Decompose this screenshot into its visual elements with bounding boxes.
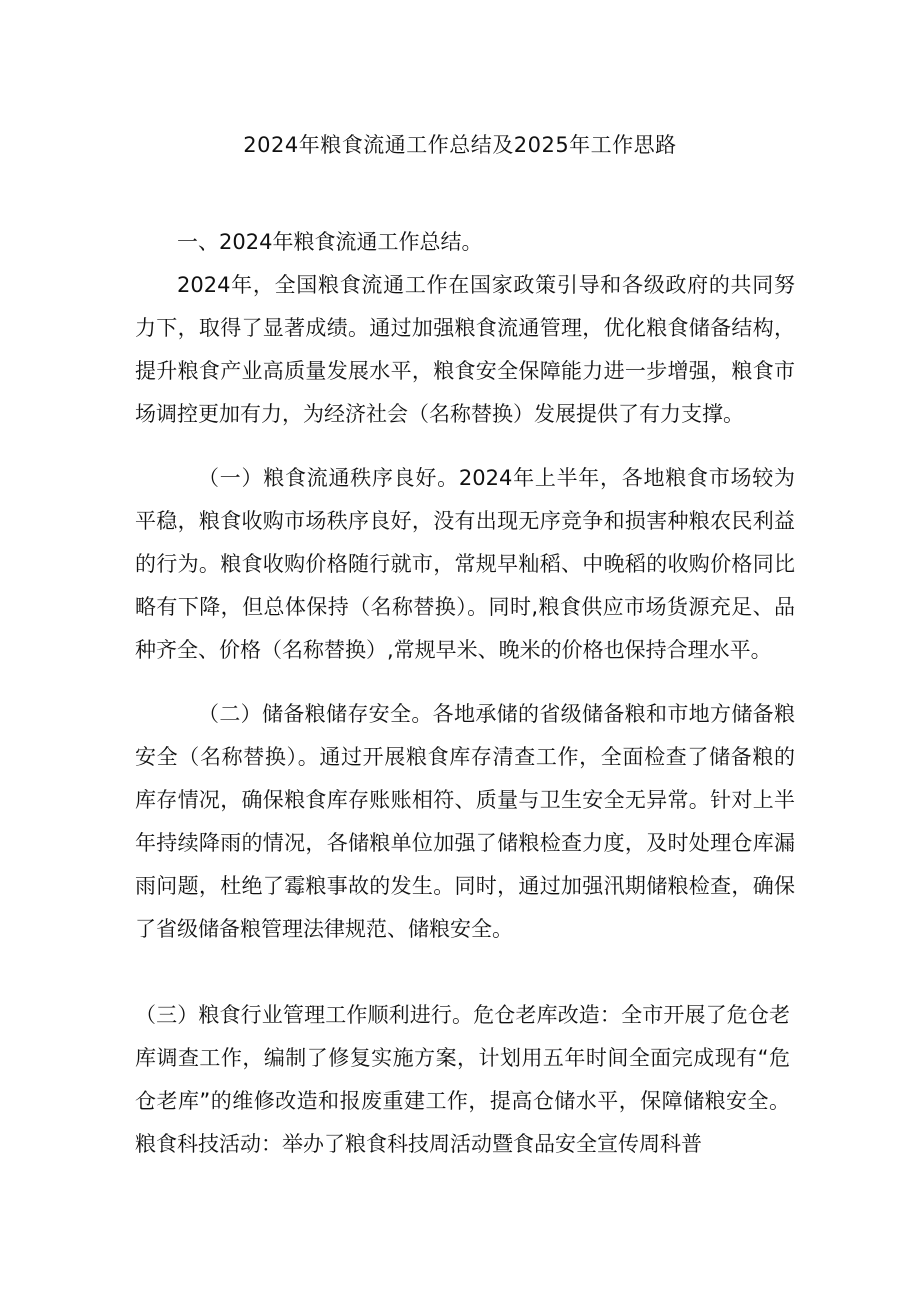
paragraph-industry-management: （三）粮食行业管理工作顺利进行。危仓老库改造：全市开展了危仓老库调查工作，编制了修复实施方案，计划用五年时间全面完成现有“危仓老库”的维修改造和报废重建工作，提高仓储水平，保障储粮安全。粮食科技活动：举办了粮食科技周活动暨食品安全宣传周科普 bbox=[135, 1003, 790, 1156]
paragraph-circulation-order: （一）粮食流通秩序良好。2024年上半年，各地粮食市场较为平稳，粮食收购市场秩序良好，没有出现无序竞争和损害种粮农民利益的行为。粮食收购价格随行就市，常规早籼稻、中晚稻的收购价格同比略有下降，但总体保持（名称替换）。同时,粮食供应市场货源充足、品种齐全、价格（名称替换）,常规早米、晚米的价格也保持合理水平。 bbox=[135, 466, 795, 662]
section-heading: 一、2024年粮食流通工作总结。 bbox=[177, 230, 483, 254]
document-title: 2024年粮食流通工作总结及2025年工作思路 bbox=[243, 133, 677, 157]
paragraph-reserve-storage: （二）储备粮储存安全。各地承储的省级储备粮和市地方储备粮安全（名称替换）。通过开展粮食库存清查工作，全面检查了储备粮的库存情况，确保粮食库存账账相符、质量与卫生安全无异常。针对上半年持续降雨的情况，各储粮单位加强了储粮检查力度，及时处理仓库漏雨问题，杜绝了霉粮事故的发生。同时，通过加强汛期储粮检查，确保了省级储备粮管理法律规范、储粮安全。 bbox=[135, 702, 795, 941]
paragraph-summary: 2024年，全国粮食流通工作在国家政策引导和各级政府的共同努力下，取得了显著成绩。通过加强粮食流通管理，优化粮食储备结构，提升粮食产业高质量发展水平，粮食安全保障能力进一步增强，粮食市场调控更加有力，为经济社会（名称替换）发展提供了有力支撑。 bbox=[135, 273, 795, 426]
